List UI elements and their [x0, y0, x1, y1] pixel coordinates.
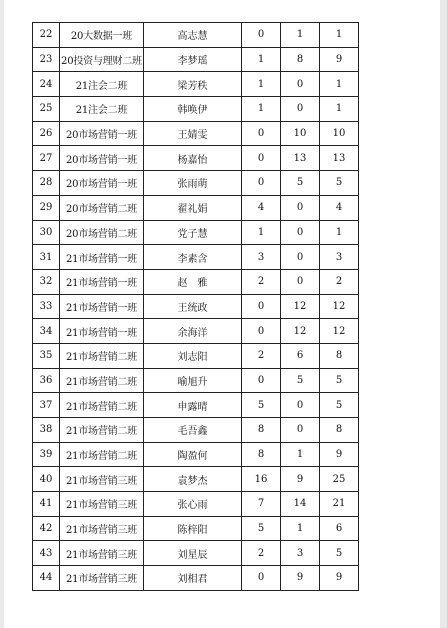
row-number-cell: 23	[33, 47, 60, 72]
table-row	[33, 492, 359, 517]
score-a-cell: 2	[242, 541, 281, 566]
score-a-cell: 4	[242, 195, 281, 220]
class-name-cell: 21市场营销二班	[60, 393, 144, 418]
student-name-cell: 翟礼娟	[144, 195, 242, 220]
total-score-cell: 1	[320, 72, 359, 97]
table-row	[33, 294, 359, 319]
class-name-cell: 21市场营销一班	[60, 294, 144, 319]
student-score-table	[32, 22, 359, 591]
score-b-cell: 0	[281, 97, 320, 122]
total-score-cell: 21	[320, 492, 359, 517]
student-name-cell: 袁梦杰	[144, 467, 242, 492]
score-a-cell: 2	[242, 343, 281, 368]
row-number-cell: 27	[33, 146, 60, 171]
student-name-cell: 李梦瑶	[144, 47, 242, 72]
score-b-cell: 6	[281, 343, 320, 368]
table-row	[33, 23, 359, 48]
score-b-cell: 0	[281, 393, 320, 418]
score-b-cell: 1	[281, 442, 320, 467]
row-number-cell: 36	[33, 368, 60, 393]
score-a-cell: 1	[242, 47, 281, 72]
score-a-cell: 0	[242, 368, 281, 393]
table-row	[33, 516, 359, 541]
table-row	[33, 146, 359, 171]
total-score-cell: 5	[320, 368, 359, 393]
class-name-cell: 20市场营销一班	[60, 146, 144, 171]
row-number-cell: 35	[33, 343, 60, 368]
score-b-cell: 0	[281, 72, 320, 97]
class-name-cell: 21注会二班	[60, 72, 144, 97]
total-score-cell: 5	[320, 541, 359, 566]
score-a-cell: 0	[242, 566, 281, 591]
student-name-cell: 张心雨	[144, 492, 242, 517]
score-b-cell: 1	[281, 23, 320, 48]
student-name-cell: 李素含	[144, 245, 242, 270]
score-a-cell: 0	[242, 146, 281, 171]
row-number-cell: 26	[33, 121, 60, 146]
score-a-cell: 1	[242, 97, 281, 122]
class-name-cell: 20市场营销二班	[60, 195, 144, 220]
class-name-cell: 21市场营销一班	[60, 245, 144, 270]
row-number-cell: 22	[33, 23, 60, 48]
total-score-cell: 9	[320, 47, 359, 72]
score-b-cell: 5	[281, 171, 320, 196]
document-page	[4, 0, 440, 628]
score-a-cell: 5	[242, 393, 281, 418]
score-a-cell: 8	[242, 418, 281, 443]
table-row	[33, 566, 359, 591]
student-name-cell: 陶盈何	[144, 442, 242, 467]
row-number-cell: 43	[33, 541, 60, 566]
student-name-cell: 王统政	[144, 294, 242, 319]
table-row	[33, 368, 359, 393]
student-name-cell: 张雨萌	[144, 171, 242, 196]
total-score-cell: 12	[320, 319, 359, 344]
student-name-cell: 党子慧	[144, 220, 242, 245]
class-name-cell: 21市场营销一班	[60, 269, 144, 294]
total-score-cell: 13	[320, 146, 359, 171]
class-name-cell: 21市场营销二班	[60, 343, 144, 368]
score-a-cell: 8	[242, 442, 281, 467]
table-row	[33, 269, 359, 294]
score-b-cell: 0	[281, 269, 320, 294]
total-score-cell: 1	[320, 97, 359, 122]
row-number-cell: 38	[33, 418, 60, 443]
table-row	[33, 393, 359, 418]
score-b-cell: 14	[281, 492, 320, 517]
student-name-cell: 刘相君	[144, 566, 242, 591]
row-number-cell: 34	[33, 319, 60, 344]
total-score-cell: 8	[320, 343, 359, 368]
class-name-cell: 21市场营销三班	[60, 467, 144, 492]
class-name-cell: 21市场营销一班	[60, 319, 144, 344]
score-b-cell: 13	[281, 146, 320, 171]
row-number-cell: 37	[33, 393, 60, 418]
score-a-cell: 5	[242, 516, 281, 541]
score-b-cell: 8	[281, 47, 320, 72]
score-a-cell: 7	[242, 492, 281, 517]
table-row	[33, 220, 359, 245]
table-row	[33, 343, 359, 368]
total-score-cell: 5	[320, 171, 359, 196]
student-name-cell: 申露晴	[144, 393, 242, 418]
score-b-cell: 9	[281, 566, 320, 591]
score-a-cell: 0	[242, 294, 281, 319]
table-row	[33, 47, 359, 72]
total-score-cell: 6	[320, 516, 359, 541]
total-score-cell: 10	[320, 121, 359, 146]
score-b-cell: 0	[281, 220, 320, 245]
score-a-cell: 0	[242, 23, 281, 48]
table-row	[33, 319, 359, 344]
score-a-cell: 2	[242, 269, 281, 294]
table-row	[33, 121, 359, 146]
table-row	[33, 442, 359, 467]
student-name-cell: 毛吾鑫	[144, 418, 242, 443]
table-row	[33, 245, 359, 270]
score-b-cell: 0	[281, 195, 320, 220]
row-number-cell: 44	[33, 566, 60, 591]
total-score-cell: 9	[320, 566, 359, 591]
row-number-cell: 39	[33, 442, 60, 467]
student-name-cell: 陈梓阳	[144, 516, 242, 541]
total-score-cell: 2	[320, 269, 359, 294]
table-row	[33, 467, 359, 492]
row-number-cell: 30	[33, 220, 60, 245]
student-name-cell: 王婧雯	[144, 121, 242, 146]
class-name-cell: 21市场营销三班	[60, 516, 144, 541]
class-name-cell: 21市场营销二班	[60, 368, 144, 393]
row-number-cell: 24	[33, 72, 60, 97]
class-name-cell: 20市场营销二班	[60, 220, 144, 245]
score-a-cell: 0	[242, 319, 281, 344]
score-a-cell: 0	[242, 171, 281, 196]
row-number-cell: 41	[33, 492, 60, 517]
total-score-cell: 12	[320, 294, 359, 319]
row-number-cell: 32	[33, 269, 60, 294]
table-row	[33, 195, 359, 220]
score-a-cell: 1	[242, 72, 281, 97]
class-name-cell: 21市场营销三班	[60, 492, 144, 517]
score-b-cell: 12	[281, 319, 320, 344]
score-a-cell: 1	[242, 220, 281, 245]
student-name-cell: 刘星辰	[144, 541, 242, 566]
score-b-cell: 9	[281, 467, 320, 492]
total-score-cell: 25	[320, 467, 359, 492]
score-b-cell: 0	[281, 245, 320, 270]
student-name-cell: 赵 雅	[144, 269, 242, 294]
student-name-cell: 梁芳秩	[144, 72, 242, 97]
total-score-cell: 3	[320, 245, 359, 270]
student-name-cell: 韩唤伊	[144, 97, 242, 122]
class-name-cell: 21市场营销二班	[60, 418, 144, 443]
score-a-cell: 0	[242, 121, 281, 146]
class-name-cell: 20市场营销一班	[60, 121, 144, 146]
class-name-cell: 21注会二班	[60, 97, 144, 122]
row-number-cell: 33	[33, 294, 60, 319]
row-number-cell: 29	[33, 195, 60, 220]
score-b-cell: 5	[281, 368, 320, 393]
class-name-cell: 20投资与理财二班	[60, 47, 144, 72]
class-name-cell: 21市场营销三班	[60, 566, 144, 591]
score-b-cell: 3	[281, 541, 320, 566]
score-a-cell: 16	[242, 467, 281, 492]
student-name-cell: 高志慧	[144, 23, 242, 48]
student-name-cell: 喻旭升	[144, 368, 242, 393]
student-name-cell: 余海洋	[144, 319, 242, 344]
total-score-cell: 1	[320, 220, 359, 245]
score-b-cell: 10	[281, 121, 320, 146]
score-b-cell: 1	[281, 516, 320, 541]
row-number-cell: 31	[33, 245, 60, 270]
student-name-cell: 刘志阳	[144, 343, 242, 368]
score-a-cell: 3	[242, 245, 281, 270]
table-row	[33, 541, 359, 566]
total-score-cell: 9	[320, 442, 359, 467]
table-row	[33, 418, 359, 443]
table-row	[33, 72, 359, 97]
student-name-cell: 杨嘉怡	[144, 146, 242, 171]
class-name-cell: 20市场营销一班	[60, 171, 144, 196]
total-score-cell: 8	[320, 418, 359, 443]
table-body	[33, 23, 359, 591]
score-b-cell: 0	[281, 418, 320, 443]
row-number-cell: 25	[33, 97, 60, 122]
score-b-cell: 12	[281, 294, 320, 319]
table-row	[33, 97, 359, 122]
class-name-cell: 21市场营销二班	[60, 442, 144, 467]
class-name-cell: 20大数据一班	[60, 23, 144, 48]
row-number-cell: 40	[33, 467, 60, 492]
table-row	[33, 171, 359, 196]
total-score-cell: 1	[320, 23, 359, 48]
row-number-cell: 28	[33, 171, 60, 196]
row-number-cell: 42	[33, 516, 60, 541]
total-score-cell: 5	[320, 393, 359, 418]
class-name-cell: 21市场营销三班	[60, 541, 144, 566]
total-score-cell: 4	[320, 195, 359, 220]
